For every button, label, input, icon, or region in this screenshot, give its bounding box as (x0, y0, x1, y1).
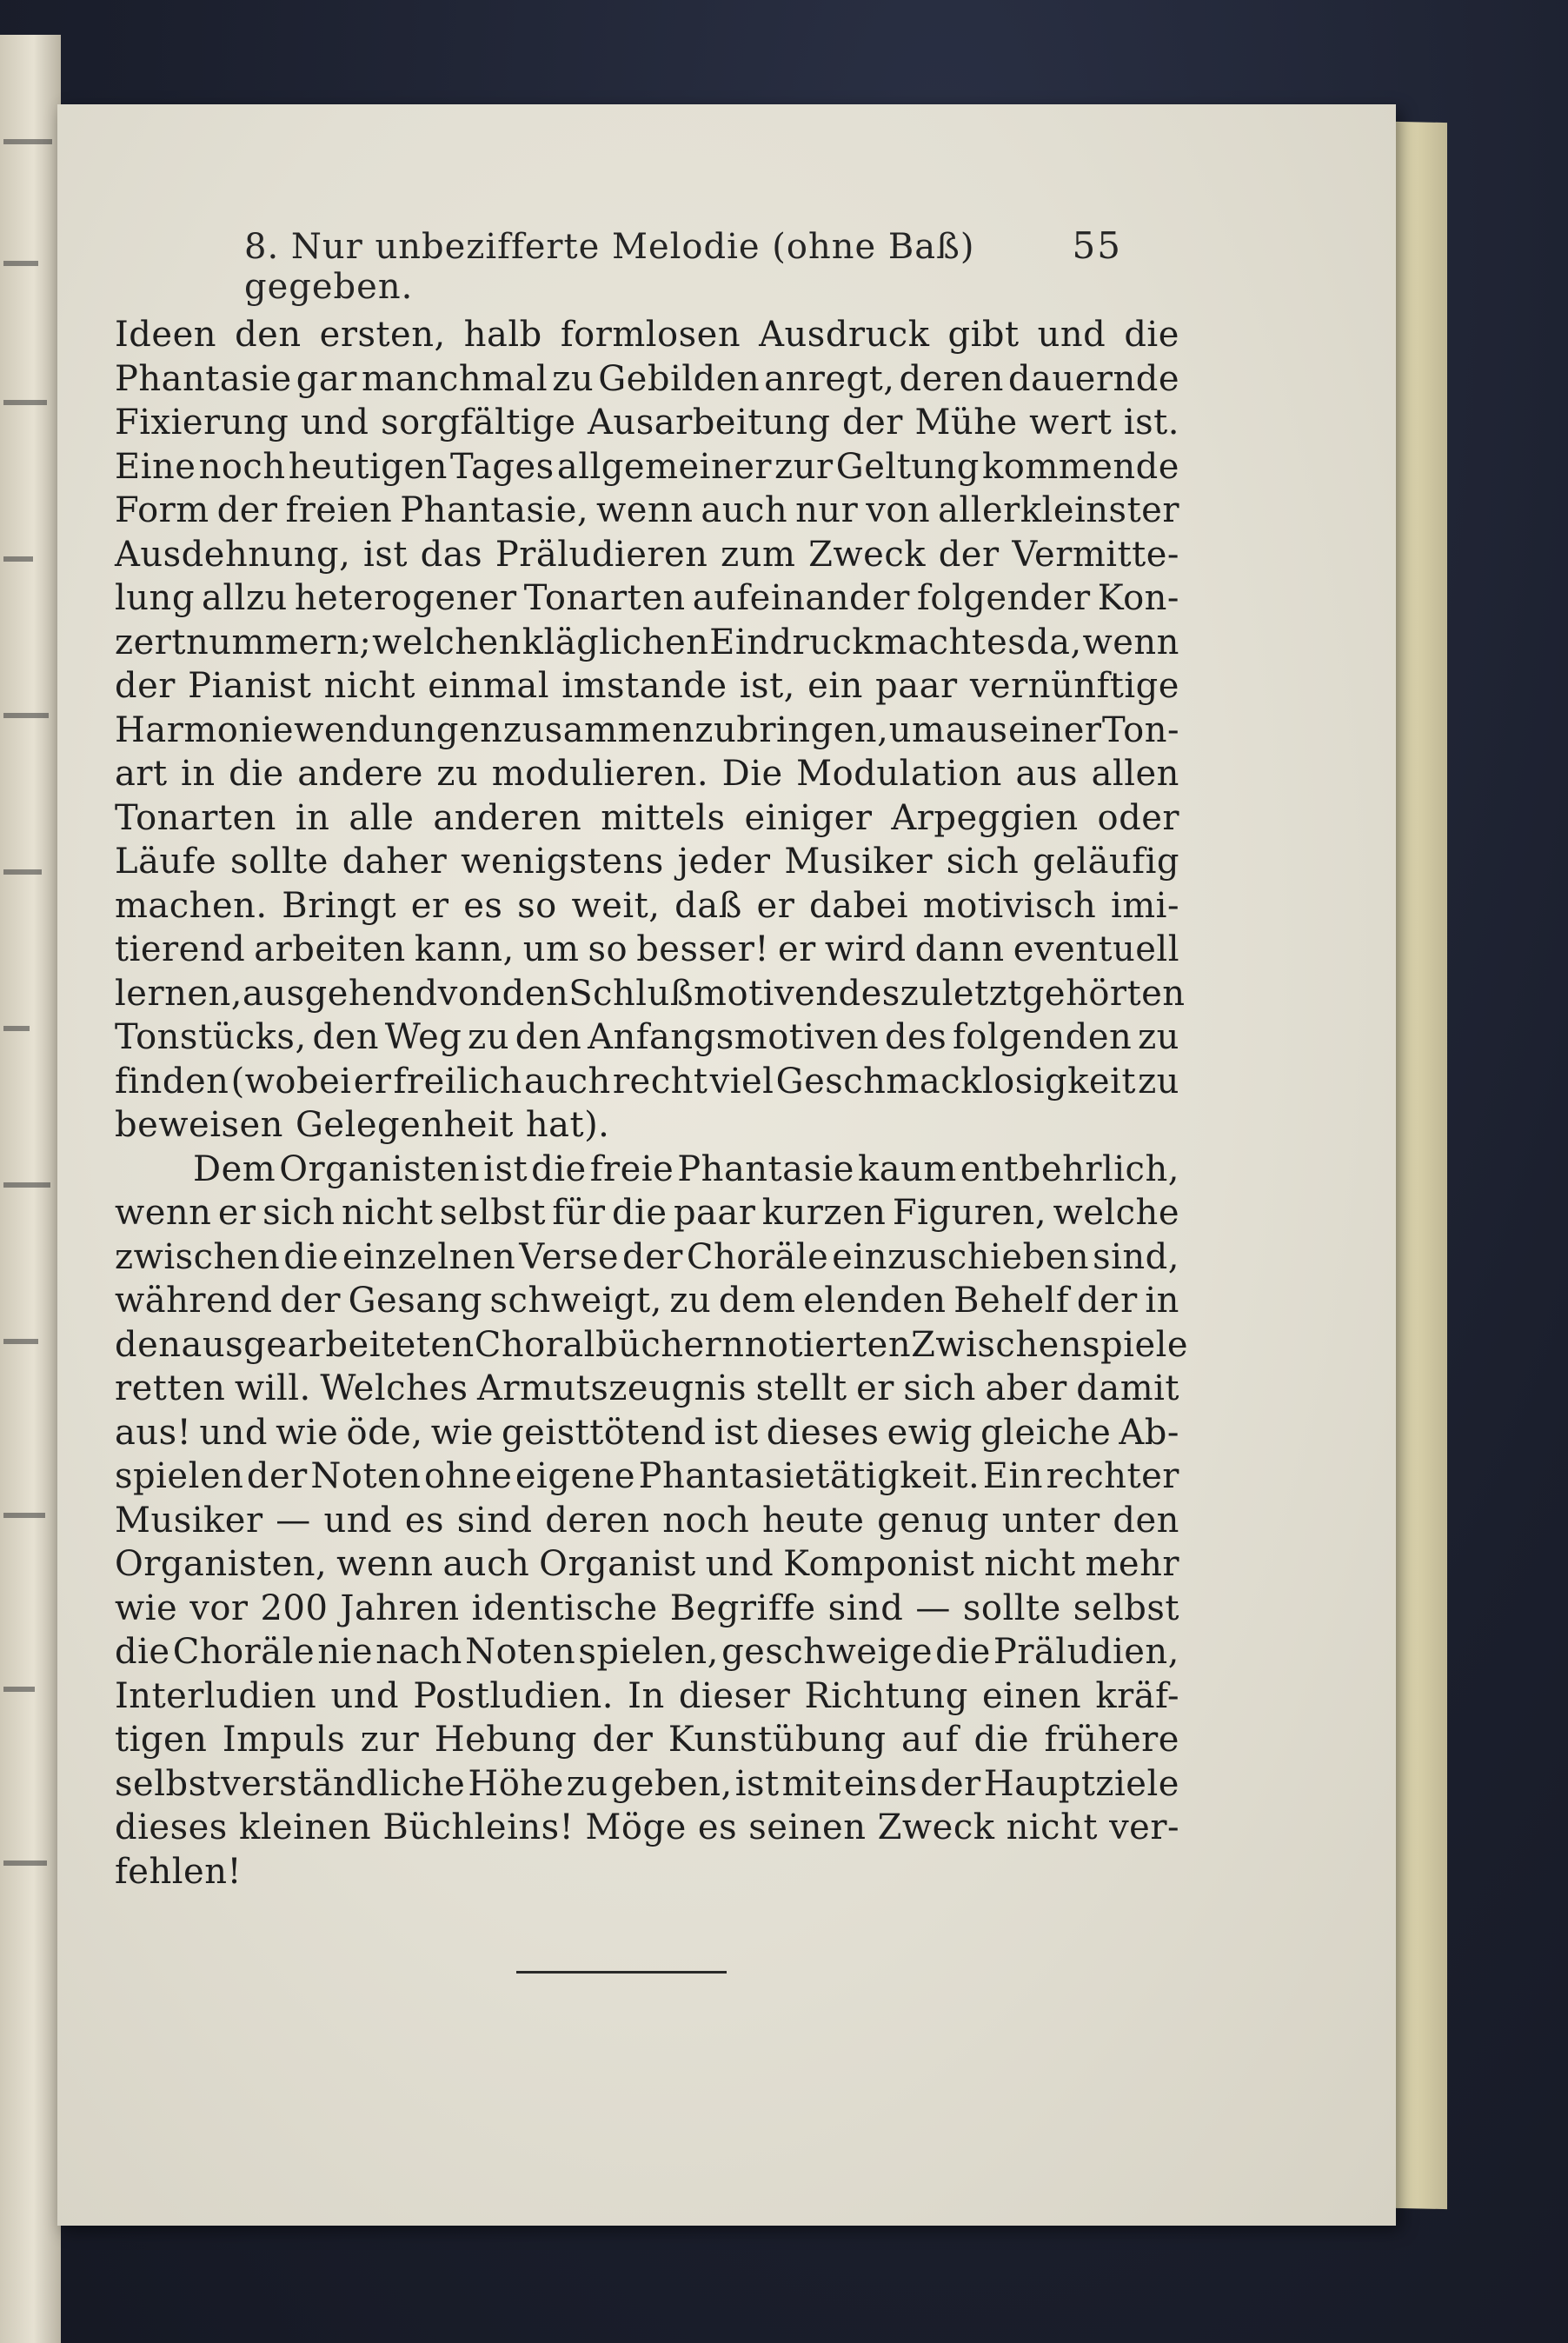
text-line: Interludien und Postludien. In dieser Richtung einen kräf- (115, 1675, 1179, 1716)
running-title: 8. Nur unbezifferte Melodie (ohne Baß) gegeben. (244, 227, 975, 307)
text-line: selbstverständliche Höhe zu geben, ist mit eins der Hauptziele (115, 1763, 1179, 1804)
text-line: Harmoniewendungen zusammenzubringen, um aus einer Ton- (115, 709, 1179, 750)
text-line: Ausdehnung, ist das Präludieren zum Zweck der Vermitte- (115, 534, 1179, 575)
facing-page-edge (0, 35, 61, 2343)
body-text (115, 313, 1189, 1894)
text-line: art in die andere zu modulieren. Die Modulation aus allen (115, 754, 1179, 794)
text-line: den ausgearbeiteten Choralbüchern notierten Zwischenspiele (115, 1324, 1189, 1365)
text-line: zertnummern; welchen kläglichen Eindruck macht es da, wenn (115, 622, 1179, 662)
text-line: der Pianist nicht einmal imstande ist, ein paar vernünftige (115, 666, 1179, 706)
text-line: beweisen Gelegenheit hat). (115, 1105, 610, 1145)
text-line: dieses kleinen Büchleins! Möge es seinen Zweck nicht ver- (115, 1807, 1179, 1847)
text-line: lernen, ausgehend von den Schlußmotiven des zuletzt gehörten (115, 973, 1186, 1014)
text-line: die Choräle nie nach Noten spielen, geschweige die Präludien, (115, 1632, 1179, 1672)
text-line: Form der freien Phantasie, wenn auch nur von allerkleinster (115, 490, 1179, 530)
text-line: zwischen die einzelnen Verse der Choräle einzuschieben sind, (115, 1236, 1179, 1277)
page-number: 55 (1072, 224, 1122, 267)
text-line: Eine noch heutigen Tages allgemeiner zur Geltung kommende (115, 446, 1179, 487)
end-rule (516, 1971, 727, 1974)
text-line: wie vor 200 Jahren identische Begriffe sind — sollte selbst (115, 1588, 1179, 1628)
text-line: tierend arbeiten kann, um so besser! er wird dann eventuell (115, 929, 1179, 969)
running-head (244, 224, 1122, 307)
text-line: Läufe sollte daher wenigstens jeder Musiker sich geläufig (115, 842, 1179, 882)
text-line: Tonarten in alle anderen mittels einiger Arpeggien oder (115, 797, 1179, 838)
text-line: retten will. Welches Armutszeugnis stellt er sich aber damit (115, 1368, 1179, 1408)
text-line: Phantasie gar manchmal zu Gebilden anregt, deren dauernde (115, 358, 1179, 399)
text-line: fehlen! (115, 1851, 243, 1892)
text-line: Ideen den ersten, halb formlosen Ausdruck gibt und die (115, 315, 1179, 355)
text-line: während der Gesang schweigt, zu dem elenden Behelf der in (115, 1281, 1179, 1321)
text-line: spielen der Noten ohne eigene Phantasietätigkeit. Ein rechter (115, 1456, 1179, 1496)
text-line: wenn er sich nicht selbst für die paar kurzen Figuren, welche (115, 1193, 1179, 1233)
text-line: Organisten, wenn auch Organist und Komponist nicht mehr (115, 1544, 1179, 1584)
text-line: Dem Organisten ist die freie Phantasie kaum entbehrlich, (193, 1148, 1179, 1189)
text-line: Tonstücks, den Weg zu den Anfangsmotiven des folgenden zu (115, 1017, 1179, 1057)
text-line: Musiker — und es sind deren noch heute genug unter den (115, 1500, 1179, 1541)
text-line: aus! und wie öde, wie geisttötend ist dieses ewig gleiche Ab- (115, 1412, 1179, 1453)
text-line: machen. Bringt er es so weit, daß er dabei motivisch imi- (115, 885, 1179, 926)
text-line: finden (wobei er freilich auch recht viel Geschmacklosigkeit zu (115, 1061, 1179, 1102)
text-line: Fixierung und sorgfältige Ausarbeitung der Mühe wert ist. (115, 403, 1179, 443)
book-page (57, 104, 1396, 2226)
text-line: tigen Impuls zur Hebung der Kunstübung auf die frühere (115, 1720, 1179, 1760)
text-line: lung allzu heterogener Tonarten aufeinander folgender Kon- (115, 578, 1179, 618)
